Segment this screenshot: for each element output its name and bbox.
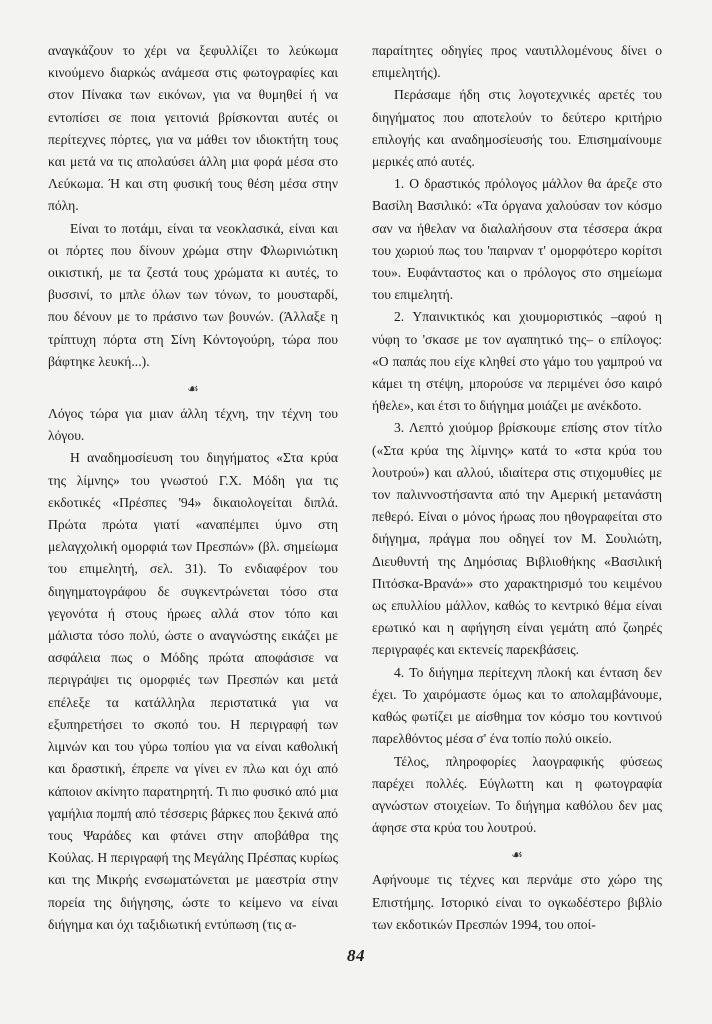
paragraph: Είναι το ποτάμι, είναι τα νεοκλασικά, είναι και οι πόρτες που δίνουν χρώμα στην Φλωρινιώτικη οικιστική, με τα ζεστά τους χρώματα κι αυτές, το βυσσινί, το μπλε όλων των τόνων, το μουσταρδί, που δένουν με το πράσινο των βουνών. (Άλλαξε η τρίπτυχη πόρτα στη Σίνη Κόντογούρη, τώρα που βάφτηκε λευκή...). [48, 220, 338, 369]
paragraph: Περάσαμε ήδη στις λογοτεχνικές αρετές του διηγήματος που αποτελούν το δεύτερο κριτήριο επιλογής και αναδημοσίευσής του. Επισημαίνουμε μερικές από αυτές. [372, 87, 662, 170]
paragraph: Λόγος τώρα για μιαν άλλη τέχνη, την τέχνη του λόγου. [48, 406, 338, 444]
paragraph: 1. Ο δραστικός πρόλογος μάλλον θα άρεζε στο Βασίλη Βασιλικό: «Τα όργανα χαλούσαν τον κόσμο σαν να ήθελαν να διαλαλήσουν στα τέσσερα άκρα του χωριού πως του 'παιρναν τ' ομορφότερο κορίτσι του». Ευφάνταστος και ο πρόλογος στο σημείωμα του επιμελητή. [372, 176, 662, 303]
paragraph: 3. Λεπτό χιούμορ βρίσκουμε επίσης στον τίτλο («Στα κρύα της λίμνης» κατά το «στα κρύα του λουτρού») και αλλού, ιδιαίτερα στις στιχομυθίες με τον παλιννοστήσαντα από την Αμερική μετανάστη πεθερό. Είναι ο μόνος ήρωας που ηθογραφείται στο διήγημα, πράγμα που οδηγεί τον Μ. Σουλιώτη, Διευθυντή της Δημόσιας Βιβλιοθήκης «Βασιλική Πιτόσκα-Βρανά»» στο χαρακτηρισμό του κειμένου ως επυλλίου μάλλον, καθώς το κεντρικό θέμα είναι ερωτικό και η αφήγηση είναι γεμάτη από ζωηρές περιγραφές και εκτενείς παρεκβάσεις. [372, 420, 662, 658]
ornament-icon: ☙ [187, 381, 199, 397]
paragraph: παραίτητες οδηγίες προς ναυτιλλομένους δίνει ο επιμελητής). [372, 43, 662, 81]
ornament-icon: ☙ [511, 847, 523, 863]
paragraph: Η αναδημοσίευση του διηγήματος «Στα κρύα της λίμνης» του γνωστού Γ.Χ. Μόδη για τις εκδοτικές «Πρέσπες '94» δικαιολογείται διπλά. Πρώτα πρώτα γιατί «αναπέμπει ύμνο στη μελαγχολική ομορφιά των Πρεσπών» (βλ. σημείωμα του επιμελητή, σελ. 31). Το ενδιαφέρον του διηγηματογράφου δε συγκεντρώνεται τόσο στα γεγονότα ή στους ήρωες αλλά στον τόπο και μάλιστα τόσο πολύ, ώστε ο αναγνώστης εικάζει με ασφάλεια πως ο Μόδης πρώτα αποφάσισε να περιγράψει τις ομορφιές των Πρεσπών και μετά επέλεξε τα κατάλληλα περιστατικά για να εξυπηρετήσει το σκοπό του. Η περιγραφή των λιμνών και του γύρω τοπίου για να είναι καθολική και δραστική, έπρεπε να γίνει εν πλω και όχι από κάποιον ακίνητο παρατηρητή. Τι πιο φυσικό από μια γαμήλια πομπή από τέσσερις βάρκες που ξεκινά από τους Ψαράδες και φτάνει στην αποβάθρα της Κούλας. Η περιγραφή της Μεγάλης Πρέσπας κυρίως και της Μικρής ενσωματώνεται με μαεστρία στην πορεία της διήγησης, ώστε το κείμενο να είναι διήγημα και όχι ταξιδιωτική εντύπωση (τις α- [48, 450, 338, 932]
paragraph: 4. Το διήγημα περίτεχνη πλοκή και ένταση δεν έχει. Το χαιρόμαστε όμως και το απολαμβάνουμε, καθώς φωτίζει με αίσθημα τον κόσμο του κοντινού παρελθόντος μέσα σ' ένα τοπίο πολύ οικείο. [372, 664, 662, 747]
paragraph: αναγκάζουν το χέρι να ξεφυλλίζει το λεύκωμα κινούμενο διαρκώς ανάμεσα στις φωτογραφίες και στον Πίνακα των εικόνων, για να θυμηθεί ή να εντοπίσει σε ποια γειτονιά βρίσκονται αυτές οι περίτεχνες πόρτες, για να μάθει τον ιδιοκτήτη τους και μετά να τις απολαύσει άλλη μια φορά μέσα στο Λεύκωμα. Ή και στη φυσική τους θέση μέσα στην πόλη. [48, 43, 338, 214]
right-column [372, 40, 662, 936]
left-column [48, 40, 338, 936]
paragraph: Αφήνουμε τις τέχνες και περνάμε στο χώρο της Επιστήμης. Ιστορικό είναι το ογκωδέστερο βιβλίο των εκδοτικών Πρεσπών 1994, του οποί- [372, 872, 662, 932]
paragraph: Τέλος, πληροφορίες λαογραφικής φύσεως παρέχει πολλές. Εύγλωττη και η φωτογραφία αγνώστων στοιχείων. Το διήγημα καθόλου δεν μας άφησε στα κρύα του λουτρού. [372, 753, 662, 836]
page-number: 84 [347, 946, 365, 965]
paragraph: 2. Υπαινικτικός και χιουμοριστικός –αφού η νύφη το 'σκασε με τον αγαπητικό της– ο επίλογος: «Ο παπάς που είχε κληθεί στο γάμο του γαμπρού να κάμει τη στέψη, μπορούσε να περιμένει όσο καιρό ήθελε», και έτσι το διήγημα μοιάζει με ανέκδοτο. [372, 309, 662, 414]
